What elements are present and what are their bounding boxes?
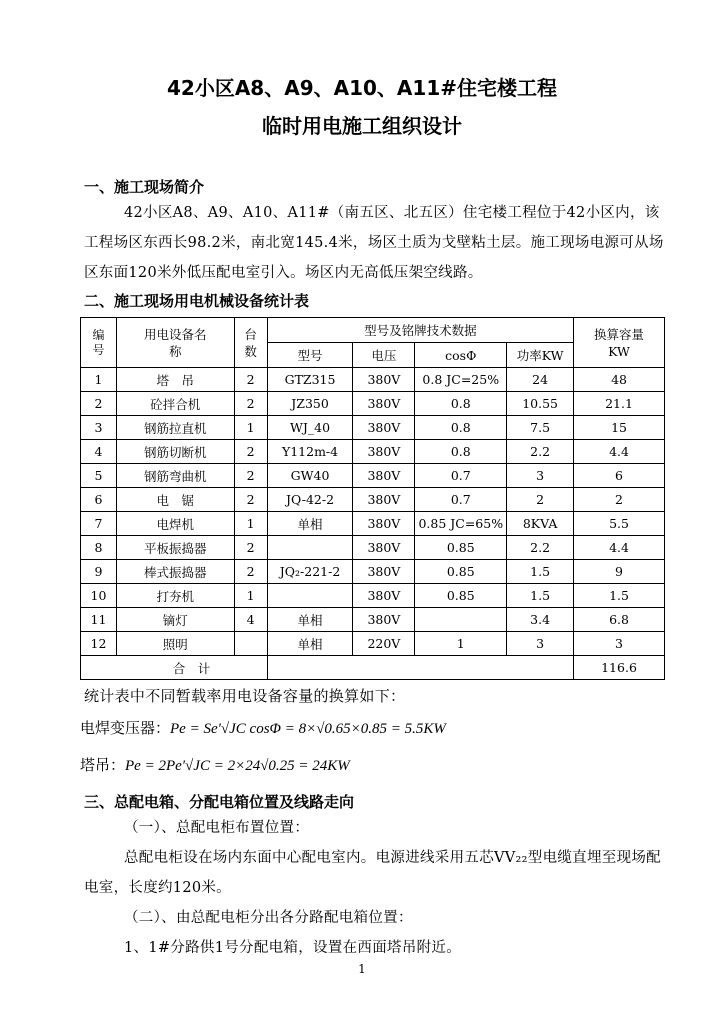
total-label: 合 计 — [116, 656, 267, 680]
total-blank-cells — [267, 656, 573, 680]
header-voltage: 电压 — [353, 343, 415, 368]
cell-cos: 0.8 — [415, 416, 507, 440]
cell-power: 1.5 — [507, 584, 574, 608]
cell-conv: 4.4 — [574, 536, 665, 560]
table-row — [81, 632, 665, 656]
cell-no: 11 — [81, 608, 117, 632]
header-power: 功率KW — [507, 343, 574, 368]
table-row — [81, 368, 665, 392]
table-row — [81, 440, 665, 464]
cell-cos: 0.85 — [415, 560, 507, 584]
cell-model: GTZ315 — [267, 368, 353, 392]
cell-device: 打夯机 — [116, 584, 234, 608]
cell-power: 3 — [507, 464, 574, 488]
formula-crane-label: 塔吊： — [80, 756, 126, 774]
cell-device: 钢筋拉直机 — [116, 416, 234, 440]
cell-conv: 3 — [574, 632, 665, 656]
cell-cos: 0.7 — [415, 464, 507, 488]
cell-qty — [234, 632, 267, 656]
cell-device: 照明 — [116, 632, 234, 656]
cell-conv: 4.4 — [574, 440, 665, 464]
cell-no: 10 — [81, 584, 117, 608]
cell-conv: 15 — [574, 416, 665, 440]
cell-qty: 4 — [234, 608, 267, 632]
page-number: 1 — [358, 962, 366, 976]
cell-model — [267, 584, 353, 608]
cell-qty: 2 — [234, 488, 267, 512]
formula-welder — [80, 717, 446, 738]
cell-model: GW40 — [267, 464, 353, 488]
cell-voltage: 380V — [353, 368, 415, 392]
cell-model — [267, 536, 353, 560]
subsection-1-heading: （一）、总配电柜布置位置： — [124, 820, 310, 836]
cell-model: 单相 — [267, 608, 353, 632]
cell-power: 7.5 — [507, 416, 574, 440]
table-row — [81, 560, 665, 584]
cell-no: 9 — [81, 560, 117, 584]
cell-cos: 0.85 — [415, 536, 507, 560]
cell-voltage: 380V — [353, 392, 415, 416]
cell-device: 镝灯 — [116, 608, 234, 632]
section-1-paragraph: 42小区A8、A9、A10、A11#（南五区、北五区）住宅楼工程位于42小区内，该工程场区东西长98.2米，南北宽145.4米，场区土质为戈壁粘土层。施工现场电源可从场区东面120米外低压配电室引入。场区内无高低压架空线路。 — [84, 205, 664, 281]
cell-cos: 0.85 — [415, 584, 507, 608]
table-row — [81, 584, 665, 608]
cell-model: JZ350 — [267, 392, 353, 416]
header-no: 编号 — [81, 318, 117, 368]
table-row — [81, 512, 665, 536]
subsection-2-item-1: 1、1#分路供1号分配电箱，设置在西面塔吊附近。 — [124, 940, 462, 956]
section-2-heading: 二、施工现场用电机械设备统计表 — [84, 292, 310, 310]
cell-device: 钢筋切断机 — [116, 440, 234, 464]
cell-power: 8KVA — [507, 512, 574, 536]
cell-power: 10.55 — [507, 392, 574, 416]
cell-cos: 0.8 — [415, 440, 507, 464]
formula-welder-expression: Pe = Se′√JC cosΦ = 8×√0.65×0.85 = 5.5KW — [170, 721, 446, 737]
cell-no: 1 — [81, 368, 117, 392]
cell-model: WJ_40 — [267, 416, 353, 440]
cell-cos: 0.8 JC=25% — [415, 368, 507, 392]
cell-conv: 6 — [574, 464, 665, 488]
total-blank — [81, 656, 117, 680]
cell-qty: 1 — [234, 512, 267, 536]
cell-model: JQ-42-2 — [267, 488, 353, 512]
header-converted-capacity: 换算容量KW — [574, 318, 665, 368]
subsection-1-paragraph: 总配电柜设在场内东面中心配电室内。电源进线采用五芯VV₂₂型电缆直埋至现场配电室，长度约120米。 — [84, 850, 661, 896]
header-device: 用电设备名 称 — [116, 318, 234, 368]
formula-crane-expression: Pe = 2Pe′√JC = 2×24√0.25 = 24KW — [125, 758, 350, 774]
cell-model: 单相 — [267, 632, 353, 656]
cell-device: 塔 吊 — [116, 368, 234, 392]
cell-voltage: 380V — [353, 488, 415, 512]
cell-power: 3 — [507, 632, 574, 656]
formula-tower-crane — [80, 754, 350, 775]
conversion-intro: 统计表中不同暂载率用电设备容量的换算如下： — [84, 687, 406, 705]
table-row — [81, 392, 665, 416]
cell-no: 2 — [81, 392, 117, 416]
cell-device: 平板振捣器 — [116, 536, 234, 560]
table-row — [81, 608, 665, 632]
cell-cos — [415, 608, 507, 632]
cell-model: Y112m-4 — [267, 440, 353, 464]
cell-voltage: 380V — [353, 560, 415, 584]
cell-no: 4 — [81, 440, 117, 464]
equipment-table — [80, 317, 665, 680]
table-row — [81, 488, 665, 512]
cell-power: 1.5 — [507, 560, 574, 584]
cell-power: 2.2 — [507, 440, 574, 464]
cell-voltage: 380V — [353, 440, 415, 464]
cell-cos: 1 — [415, 632, 507, 656]
cell-device: 棒式振捣器 — [116, 560, 234, 584]
cell-conv: 2 — [574, 488, 665, 512]
table-row — [81, 536, 665, 560]
header-tech-data: 型号及铭牌技术数据 — [267, 318, 573, 343]
cell-voltage: 380V — [353, 464, 415, 488]
table-row — [81, 416, 665, 440]
cell-power: 2 — [507, 488, 574, 512]
cell-model: 单相 — [267, 512, 353, 536]
cell-no: 12 — [81, 632, 117, 656]
cell-qty: 2 — [234, 392, 267, 416]
cell-conv: 5.5 — [574, 512, 665, 536]
cell-no: 7 — [81, 512, 117, 536]
header-qty: 台数 — [234, 318, 267, 368]
formula-welder-label: 电焊变压器： — [80, 719, 171, 737]
cell-voltage: 380V — [353, 512, 415, 536]
cell-cos: 0.85 JC=65% — [415, 512, 507, 536]
cell-voltage: 380V — [353, 608, 415, 632]
cell-device: 砼拌合机 — [116, 392, 234, 416]
cell-qty: 2 — [234, 368, 267, 392]
cell-conv: 6.8 — [574, 608, 665, 632]
cell-device: 电 锯 — [116, 488, 234, 512]
cell-no: 6 — [81, 488, 117, 512]
table-row — [81, 464, 665, 488]
document-title: 42小区A8、A9、A10、A11#住宅楼工程 — [167, 76, 557, 100]
cell-device: 电焊机 — [116, 512, 234, 536]
header-model: 型号 — [267, 343, 353, 368]
cell-power: 2.2 — [507, 536, 574, 560]
cell-voltage: 380V — [353, 416, 415, 440]
cell-qty: 1 — [234, 416, 267, 440]
cell-device: 钢筋弯曲机 — [116, 464, 234, 488]
cell-conv: 9 — [574, 560, 665, 584]
cell-qty: 2 — [234, 536, 267, 560]
cell-qty: 2 — [234, 560, 267, 584]
cell-qty: 1 — [234, 584, 267, 608]
cell-power: 3.4 — [507, 608, 574, 632]
subsection-2-heading: （二）、由总配电柜分出各分路配电箱位置： — [124, 910, 413, 926]
cell-power: 24 — [507, 368, 574, 392]
cell-conv: 21.1 — [574, 392, 665, 416]
section-3-heading: 三、总配电箱、分配电箱位置及线路走向 — [84, 793, 355, 811]
header-cos: cosΦ — [415, 343, 507, 368]
cell-no: 3 — [81, 416, 117, 440]
total-value: 116.6 — [574, 656, 665, 680]
cell-no: 5 — [81, 464, 117, 488]
cell-cos: 0.7 — [415, 488, 507, 512]
cell-no: 8 — [81, 536, 117, 560]
document-subtitle: 临时用电施工组织设计 — [262, 114, 462, 138]
cell-cos: 0.8 — [415, 392, 507, 416]
cell-qty: 2 — [234, 464, 267, 488]
cell-qty: 2 — [234, 440, 267, 464]
section-1-heading: 一、施工现场简介 — [84, 178, 205, 196]
cell-voltage: 220V — [353, 632, 415, 656]
cell-model: JQ₂-221-2 — [267, 560, 353, 584]
cell-voltage: 380V — [353, 536, 415, 560]
cell-conv: 1.5 — [574, 584, 665, 608]
cell-voltage: 380V — [353, 584, 415, 608]
cell-conv: 48 — [574, 368, 665, 392]
